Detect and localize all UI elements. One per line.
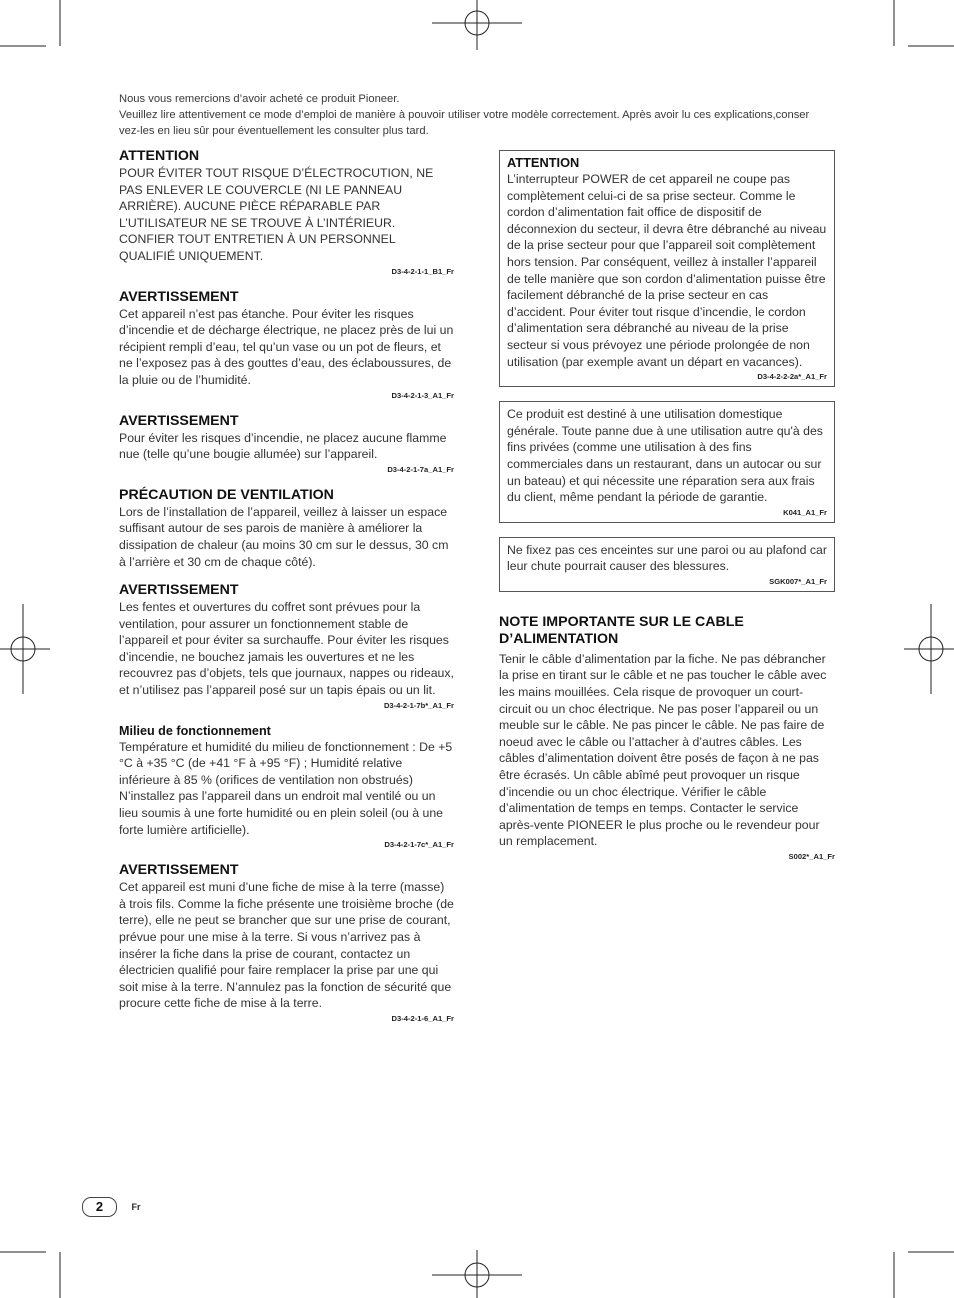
intro: [119, 91, 819, 139]
section-ref: D3-4-2-1-3_A1_Fr: [391, 390, 454, 400]
box-text: L’interrupteur POWER de cet appareil ne coupe pas complètement celui-ci de sa prise secteur. Comme le cordon d’alimentation fait office de dispositif de déconnexion du secteur, il devra être débranché au niveau de la prise secteur pour que l’appareil soit complètement hors tension. Par conséquent, veillez à installer l’appareil de telle manière que son cordon d’alimentation puisse être facilement débranché de la prise secteur en cas d’accident. Pour éviter tout risque d’incendie, le cordon d’alimentation sera débranché au niveau de la prise secteur si vous prévoyez une période prolongée de non utilisation (par exemple avant un départ en vacances).: [507, 172, 827, 369]
box-speaker-mounting: [499, 537, 835, 592]
section-text: Cet appareil n’est pas étanche. Pour éviter les risques d’incendie et de décharge électrique, ne placez près de lui un récipient rempli d’eau, tel qu’un vase ou un pot de fleurs, et ne l’exposez pas à des gouttes d’eau, des éclaboussures, de la pluie ou de l’humidité.: [119, 306, 454, 387]
box-text: Ne fixez pas ces enceintes sur une paroi ou au plafond car leur chute pourrait causer des blessures.: [507, 542, 827, 574]
section-title: PRÉCAUTION DE VENTILATION: [119, 486, 334, 503]
section-attention: [119, 148, 454, 277]
section-title: ATTENTION: [119, 148, 200, 164]
section-text: POUR ÉVITER TOUT RISQUE D’ÉLECTROCUTION, NE PAS ENLEVER LE COUVERCLE (NI LE PANNEAU ARRIÈRE). AUCUNE PIÈCE RÉPARABLE PAR L’UTILISATEUR NE SE TROUVE À L’INTÉRIEUR. CONFIER TOUT ENTRETIEN À UN PERSONNEL QUALIFIÉ UNIQUEMENT.: [119, 166, 434, 263]
section-title: AVERTISSEMENT: [119, 412, 239, 429]
section-text: Lors de l’installation de l’appareil, veillez à laisser un espace suffisant autour de ses parois de manière à améliorer la dissipation de chaleur (au moins 30 cm sur le dessus, 30 cm à l’arrière et 30 cm de chaque côté).: [119, 504, 449, 569]
section-ventilation: [119, 487, 454, 570]
box-ref: D3-4-2-2-2a*_A1_Fr: [757, 372, 827, 382]
page-language: Fr: [131, 1201, 141, 1212]
section-ref: D3-4-2-1-7c*_A1_Fr: [384, 840, 454, 850]
section-power-cable: [499, 614, 835, 862]
section-text: Tenir le câble d’alimentation par la fiche. Ne pas débrancher la prise en tirant sur le câble et ne pas toucher le câble avec les mains mouillées. Cela risque de provoquer un court-circuit ou un choc électrique. Ne pas poser l’appareil ou un meuble sur le câble. Ne pas pincer le câble. Ne pas faire de noeud avec le câble ou l’attacher à d’autres câbles. Les câbles d’alimentation doivent être posés de façon à ne pas être écrasés. Un câble abîmé peut provoquer un risque d’incendie ou un choc électrique. Vérifier le câble d’alimentation de temps en temps. Contacter le service après-vente PIONEER le plus proche ou le revendeur pour un remplacement.: [499, 651, 827, 849]
section-title: NOTE IMPORTANTE SUR LE CABLE D’ALIMENTATION: [499, 613, 744, 647]
left-column: [119, 148, 454, 1036]
section-text: Les fentes et ouvertures du coffret sont prévues pour la ventilation, pour assurer un fonctionnement stable de l’appareil et pour éviter sa surchauffe. Pour éviter les risques d’incendie, ne bouchez jamais les ouvertures et ne les recouvrez pas d’objets, tels que journaux, nappes ou rideaux, et n’utilisez pas l’appareil posé sur un tapis épais ou un lit.: [119, 600, 454, 698]
section-title: AVERTISSEMENT: [119, 862, 239, 879]
section-title: AVERTISSEMENT: [119, 582, 239, 599]
section-environment: [119, 723, 454, 851]
section-title: Milieu de fonctionnement: [119, 723, 271, 738]
section-warning-flame: [119, 413, 454, 475]
box-text: Ce produit est destiné à une utilisation domestique générale. Toute panne due à une utilisation autre qu'à des fins privées (comme une utilisation à des fins commerciales dans un restaurant, dans un autocar ou sur un bateau) et qui nécessite une réparation sera aux frais du client, même pendant la période de garantie.: [507, 407, 823, 505]
box-ref: SGK007*_A1_Fr: [769, 576, 827, 586]
section-warning-openings: [119, 582, 454, 711]
section-warning-ground: [119, 862, 454, 1024]
intro-line-1: Nous vous remercions d’avoir acheté ce produit Pioneer.: [119, 93, 400, 105]
section-ref: D3-4-2-1-7a_A1_Fr: [387, 464, 454, 474]
section-title: AVERTISSEMENT: [119, 288, 239, 305]
section-ref: D3-4-2-1-1_B1_Fr: [391, 266, 454, 276]
section-warning-water: [119, 289, 454, 401]
box-title: ATTENTION: [507, 155, 580, 170]
intro-line-2: Veuillez lire attentivement ce mode d’emploi de manière à pouvoir utiliser votre modèle correctement. Après avoir lu ces explications,conser vez-les en lieu sûr pour éventuellement les consulter plus tard.: [119, 109, 810, 137]
box-attention-power: [499, 150, 835, 387]
box-domestic-use: [499, 401, 835, 523]
section-ref: S002*_A1_Fr: [788, 852, 835, 861]
section-ref: D3-4-2-1-7b*_A1_Fr: [383, 700, 454, 710]
section-text: Pour éviter les risques d’incendie, ne placez aucune flamme nue (telle qu’une bougie allumée) sur l’appareil.: [119, 430, 447, 462]
page-number: 2: [82, 1197, 117, 1217]
section-ref: D3-4-2-1-6_A1_Fr: [391, 1013, 454, 1023]
box-ref: K041_A1_Fr: [783, 507, 827, 517]
page-footer: [82, 1197, 140, 1217]
section-text: Température et humidité du milieu de fonctionnement : De +5 °C à +35 °C (de +41 °F à +95 °F) ; Humidité relative inférieure à 85 % (orifices de ventilation non obstrués) N’installez pas l’appareil dans un endroit mal ventilé ou un lieu soumis à une forte humidité ou en plein soleil (ou à une forte lumière artificielle).: [119, 739, 453, 837]
right-column: [499, 150, 835, 874]
section-text: Cet appareil est muni d’une fiche de mise à la terre (masse) à trois fils. Comme la fiche présente une troisième broche (de terre), elle ne peut se brancher que sur une prise de courant, prévue pour une mise à la terre. Si vous n’arrivez pas à insérer la fiche dans la prise de courant, contactez un électricien qualifié pour faire remplacer la prise par une qui soit mise à la terre. N’annulez pas la fonction de sécurité que procure cette fiche de mise à la terre.: [119, 880, 454, 1011]
